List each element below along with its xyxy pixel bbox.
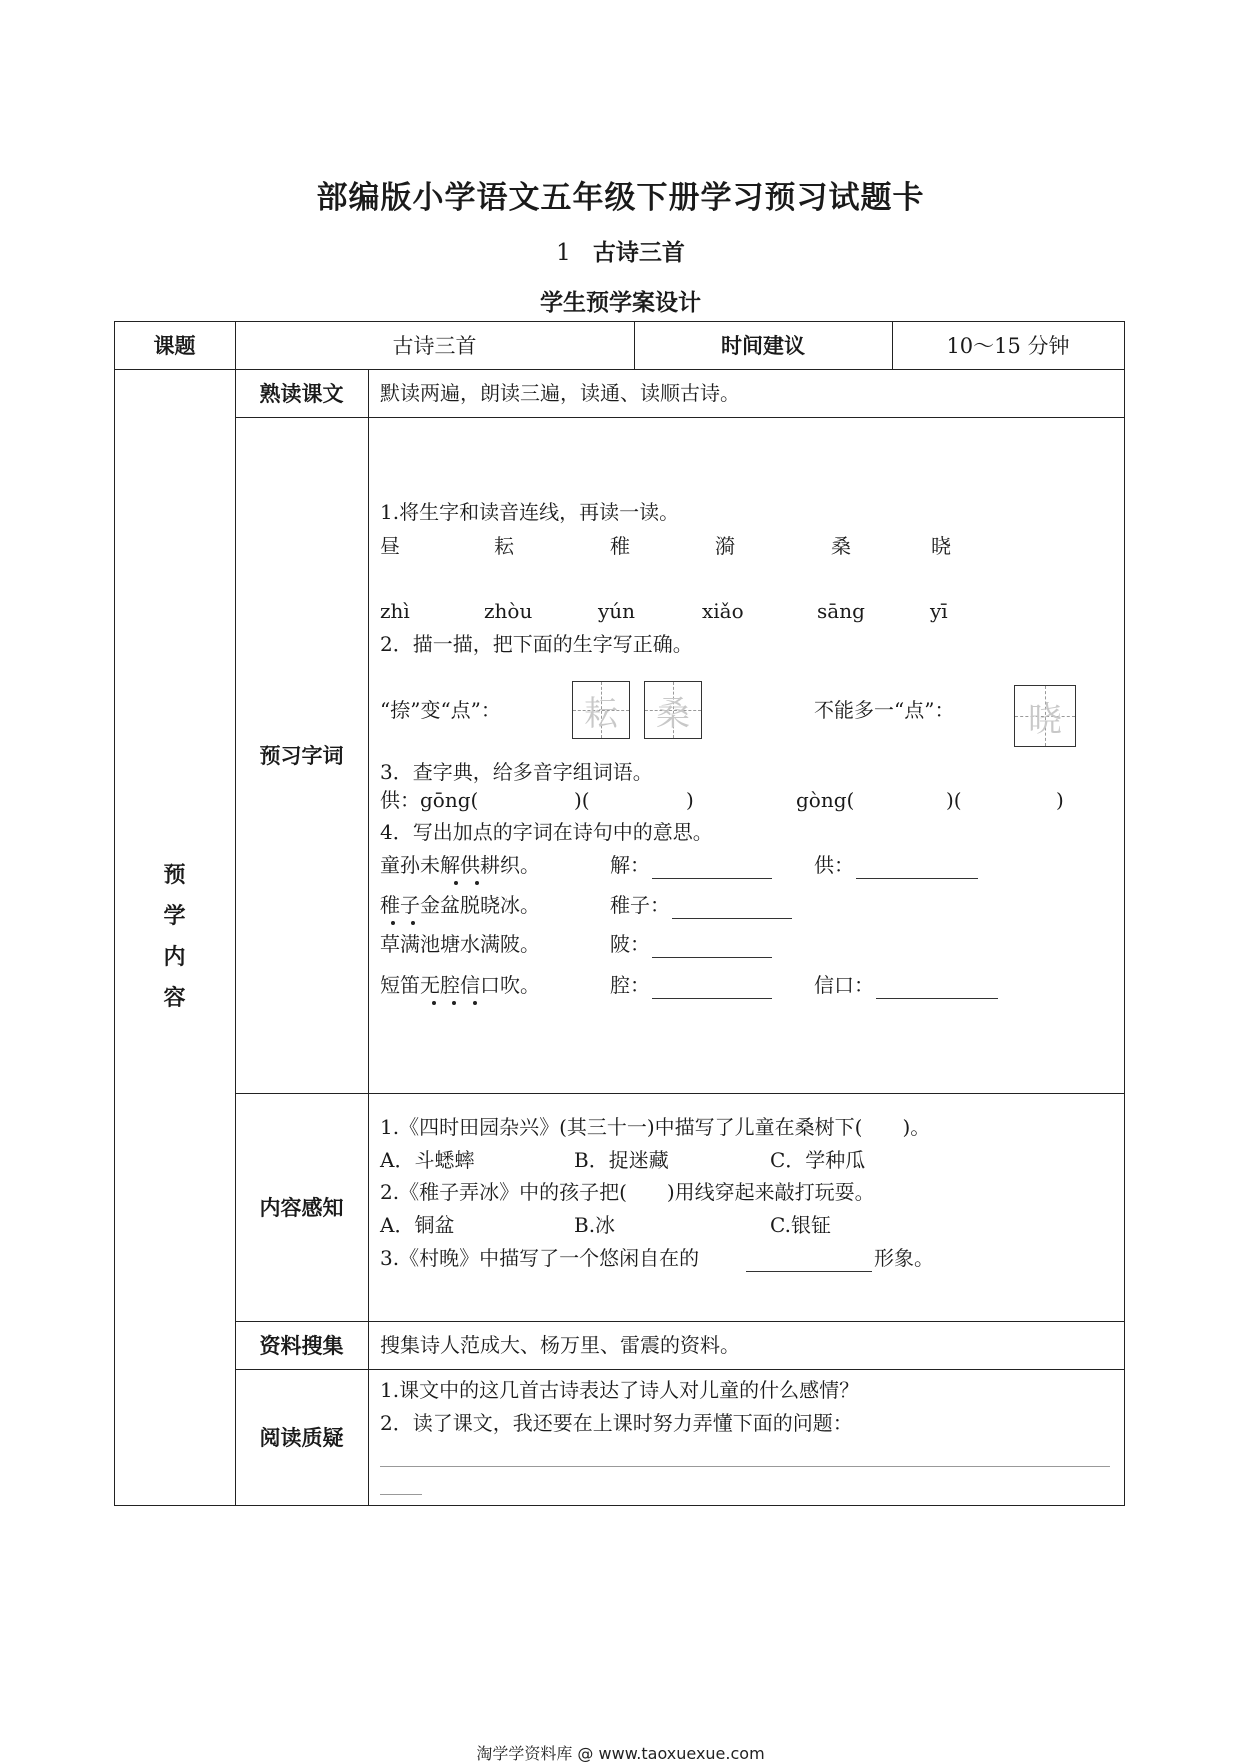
answer-label: 供：: [814, 853, 854, 877]
pinyin-item: zhòu: [484, 599, 533, 623]
words-q4: 4．写出加点的字词在诗句中的意思。: [380, 820, 713, 844]
preview-table: [114, 321, 1125, 1506]
emphasis-dot: [411, 921, 415, 925]
char-item: 昼: [380, 534, 400, 558]
words-q2: 2．描一描，把下面的生字写正确。: [380, 632, 693, 656]
collect-label: 资料搜集: [259, 1334, 344, 1358]
char-item: 耘: [494, 534, 514, 558]
char-item: 晓: [931, 534, 951, 558]
time-value: 10～15 分钟: [946, 334, 1070, 358]
trace-char: 晓: [1028, 699, 1062, 740]
q3-end1: ): [686, 788, 694, 812]
trace-box[interactable]: [1014, 685, 1076, 747]
content-q3: 3.《村晚》中描写了一个悠闲自在的: [380, 1246, 700, 1270]
lesson-number: 1: [556, 240, 571, 266]
option: C．学种瓜: [770, 1148, 866, 1172]
content-q3-end: 形象。: [874, 1246, 934, 1270]
q3-mid1: )(: [574, 788, 590, 812]
lesson-title: 古诗三首: [592, 240, 685, 266]
answer-blank[interactable]: [856, 858, 978, 879]
trace-char: 耘: [584, 693, 618, 734]
section-label: [114, 369, 235, 1505]
question-q2: 2．读了课文，我还要在上课时努力弄懂下面的问题：: [380, 1411, 853, 1435]
page-title: 部编版小学语文五年级下册学习预习试题卡: [316, 180, 925, 216]
answer-label: 信口：: [814, 973, 874, 997]
q2-right-label: 不能多一“点”：: [814, 698, 955, 722]
trace-char: 桑: [656, 693, 690, 734]
option: C.银钲: [770, 1213, 831, 1237]
read-text: 默读两遍，朗读三遍，读通、读顺古诗。: [380, 381, 740, 405]
words-q3: 3．查字典，给多音字组词语。: [380, 760, 653, 784]
answer-label: 解：: [610, 853, 650, 877]
poem-line: 草满池塘水满陂。: [380, 932, 540, 956]
answer-label: 腔：: [610, 973, 650, 997]
section-label-char: 容: [163, 986, 186, 1011]
col-divider: [368, 369, 369, 1506]
pinyin-item: xiǎo: [702, 599, 744, 623]
topic-label: 课题: [153, 334, 196, 358]
option: B.冰: [574, 1213, 616, 1237]
emphasis-dot: [473, 1001, 477, 1005]
pinyin-item: yún: [598, 599, 636, 623]
table-border-bottom: [114, 1505, 1125, 1506]
content-label: 内容感知: [259, 1196, 344, 1220]
char-item: 稚: [610, 534, 630, 558]
emphasis-dot: [454, 881, 458, 885]
answer-blank[interactable]: [652, 858, 772, 879]
answer-blank[interactable]: [672, 898, 792, 919]
words-label: 预习字词: [259, 744, 344, 768]
option: A．铜盆: [380, 1213, 455, 1237]
answer-blank[interactable]: [876, 978, 998, 999]
read-label: 熟读课文: [259, 382, 344, 406]
question-q1: 1.课文中的这几首古诗表达了诗人对儿童的什么感情？: [380, 1378, 860, 1402]
answer-blank[interactable]: [652, 978, 772, 999]
words-q1: 1.将生字和读音连线，再读一读。: [380, 500, 680, 524]
question-label: 阅读质疑: [259, 1426, 344, 1450]
answer-line[interactable]: [380, 1466, 1110, 1467]
answer-label: 稚子：: [610, 893, 670, 917]
char-item: 漪: [715, 534, 735, 558]
char-item: 桑: [831, 534, 851, 558]
emphasis-dot: [452, 1001, 456, 1005]
collect-text: 搜集诗人范成大、杨万里、雷震的资料。: [380, 1333, 740, 1357]
answer-blank[interactable]: [652, 937, 772, 958]
time-label: 时间建议: [721, 334, 805, 358]
q3-gong: gòng(: [796, 788, 855, 812]
section-label-char: 内: [163, 945, 186, 970]
poem-line: 短笛无腔信口吹。: [380, 973, 540, 997]
footer-source: 淘学学资料库 @ www.taoxuexue.com: [476, 1744, 765, 1763]
option: A．斗蟋蟀: [380, 1148, 475, 1172]
pinyin-item: zhì: [380, 599, 410, 623]
section-label-char: 预: [163, 863, 186, 888]
emphasis-dot: [475, 881, 479, 885]
poem-line: 稚子金盆脱晓冰。: [380, 893, 540, 917]
answer-blank[interactable]: [746, 1251, 872, 1272]
section-label-char: 学: [163, 904, 186, 929]
option: B．捉迷藏: [574, 1148, 669, 1172]
topic-value: 古诗三首: [392, 334, 477, 358]
design-title: 学生预学案设计: [540, 290, 701, 316]
poem-line: 童孙未解供耕织。: [380, 853, 540, 877]
content-q2: 2.《稚子弄冰》中的孩子把( )用线穿起来敲打玩耍。: [380, 1180, 875, 1204]
content-q1: 1.《四时田园杂兴》(其三十一)中描写了儿童在桑树下( )。: [380, 1115, 931, 1139]
answer-label: 陂：: [610, 932, 650, 956]
emphasis-dot: [432, 1001, 436, 1005]
emphasis-dot: [391, 921, 395, 925]
table-border-right: [1124, 321, 1125, 1506]
q3-end2: ): [1056, 788, 1064, 812]
pinyin-item: sāng: [817, 599, 865, 623]
q3-prefix: 供：gōng(: [380, 788, 479, 812]
lesson-heading: [0, 234, 1241, 267]
q3-mid2: )(: [946, 788, 962, 812]
pinyin-item: yī: [930, 599, 948, 623]
answer-line[interactable]: [380, 1494, 422, 1495]
q2-left-label: “捺”变“点”：: [380, 698, 501, 722]
trace-box[interactable]: [572, 681, 630, 739]
trace-box[interactable]: [644, 681, 702, 739]
